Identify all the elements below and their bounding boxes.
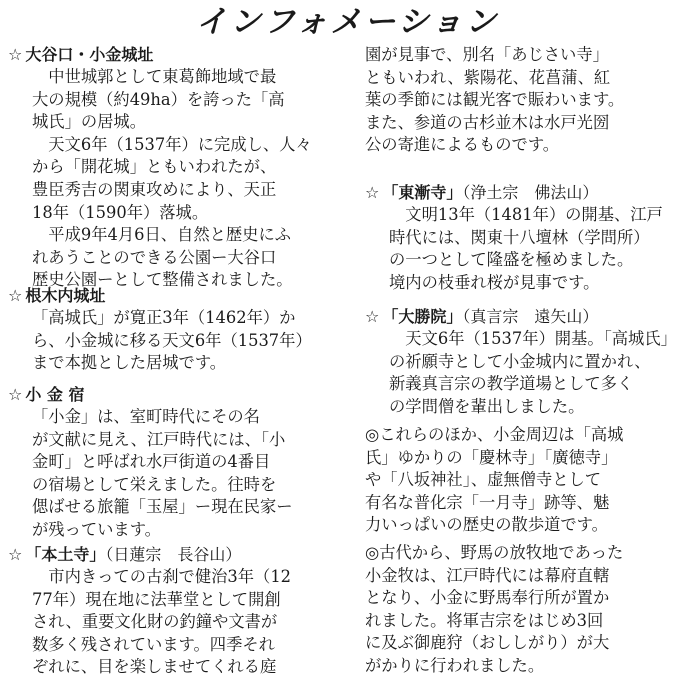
text-line: 金町」と呼ばれ水戸街道の4番目 bbox=[32, 452, 271, 472]
section bbox=[365, 182, 687, 294]
text-line: 有名な普化宗「一月寺」跡等、魅 bbox=[365, 492, 610, 512]
paragraph bbox=[365, 424, 687, 537]
section-heading bbox=[8, 544, 341, 566]
text-line: 豊臣秀吉の関東攻めにより、天正 bbox=[32, 179, 277, 199]
paragraph bbox=[32, 134, 341, 224]
text-line: や「八坂神社」、虚無僧寺として bbox=[365, 470, 602, 490]
text-line: 新義真言宗の教学道場として多く bbox=[389, 374, 634, 394]
text-line: が残っています。 bbox=[32, 519, 161, 539]
text-line: となり、小金に野馬奉行所が置か bbox=[365, 588, 610, 608]
text-line: 天文6年（1537年）に完成し、人々 bbox=[48, 134, 312, 154]
section bbox=[8, 544, 341, 679]
text-line: ◎これらのほか、小金周辺は「高城 bbox=[365, 425, 624, 444]
text-line: 文明13年（1481年）の開基、江戸 bbox=[405, 205, 663, 224]
text-line: れました。将軍吉宗をはじめ3回 bbox=[365, 610, 604, 630]
paragraph bbox=[32, 406, 341, 542]
paragraph bbox=[365, 542, 687, 678]
paragraph bbox=[32, 66, 341, 134]
paragraph bbox=[32, 307, 341, 375]
text-line: また、参道の古杉並木は水戸光圀 bbox=[365, 112, 610, 132]
section-heading bbox=[365, 306, 687, 328]
section bbox=[8, 285, 341, 375]
section-subtitle: （浄土宗 佛法山） bbox=[462, 183, 599, 202]
paragraph bbox=[365, 44, 687, 157]
section-heading bbox=[8, 44, 341, 66]
text-line: 時代には、関東十八壇林（学問所） bbox=[389, 227, 650, 247]
paragraph bbox=[389, 204, 687, 294]
text-line: ◎古代から、野馬の放牧地であった bbox=[365, 543, 624, 562]
page-title: インフォメーション bbox=[195, 4, 500, 40]
section-name: 「本土寺」 bbox=[25, 545, 106, 564]
text-line: ともいわれ、紫陽花、花菖蒲、紅 bbox=[365, 67, 611, 87]
text-line: 77年）現在地に法華堂として開創 bbox=[32, 589, 281, 609]
section-subtitle: （日蓮宗 長谷山） bbox=[105, 545, 242, 564]
paragraph bbox=[32, 566, 341, 679]
text-line: 平成9年4月6日、自然と歴史にふ bbox=[48, 225, 292, 245]
star-icon: ☆ bbox=[8, 545, 23, 564]
text-line: の一つとして隆盛を極めました。 bbox=[389, 250, 634, 270]
section-heading bbox=[365, 182, 687, 204]
section-subtitle: （真言宗 遠矢山） bbox=[462, 307, 599, 326]
text-line: まで本拠とした居城です。 bbox=[32, 353, 227, 373]
text-line: され、重要文化財の釣鐘や文書が bbox=[32, 612, 278, 632]
text-line: 「小金」は、室町時代にその名 bbox=[32, 407, 260, 426]
section-heading bbox=[8, 285, 341, 307]
section-name: 「大勝院」 bbox=[382, 307, 463, 326]
section bbox=[8, 44, 341, 292]
paragraph bbox=[32, 224, 341, 292]
text-line: の祈願寺として小金城内に置かれ、 bbox=[389, 351, 651, 371]
text-line: 園が見事で、別名「あじさい寺」 bbox=[365, 45, 609, 64]
text-line: 数多く残されています。四季それ bbox=[32, 634, 275, 654]
text-line: 葉の季節には観光客で賑わいます。 bbox=[365, 90, 625, 110]
text-line: 歴史公園ーとして整備されました。 bbox=[32, 270, 293, 290]
section bbox=[365, 424, 687, 537]
section-name: 大谷口・小金城址 bbox=[25, 45, 154, 64]
text-line: が文献に見え、江戸時代には、「小 bbox=[32, 429, 286, 449]
star-icon: ☆ bbox=[365, 183, 380, 202]
text-line: 小金牧は、江戸時代には幕府直轄 bbox=[365, 565, 610, 585]
text-line: 大の規模（約49ha）を誇った「高 bbox=[32, 89, 285, 109]
text-line: れあうことのできる公園ー大谷口 bbox=[32, 247, 277, 267]
text-line: 氏」ゆかりの「慶林寺」「廣徳寺」 bbox=[365, 447, 618, 467]
text-line: がかりに行われました。 bbox=[365, 655, 545, 675]
text-line: 城氏」の居城。 bbox=[32, 112, 146, 132]
paragraph bbox=[389, 328, 687, 418]
text-line: に及ぶ御鹿狩（おししがり）が大 bbox=[365, 633, 610, 653]
star-icon: ☆ bbox=[8, 45, 23, 64]
section bbox=[8, 384, 341, 542]
text-line: 天文6年（1537年）開基。「高城氏」 bbox=[405, 329, 677, 348]
text-line: ら、小金城に移る天文6年（1537年） bbox=[32, 330, 312, 350]
section-name: 根木内城址 bbox=[25, 286, 106, 305]
text-line: 境内の枝垂れ桜が見事です。 bbox=[389, 272, 600, 292]
text-line: 中世城郭として東葛飾地域で最 bbox=[48, 67, 277, 86]
text-line: 市内きっての古刹で健治3年（12 bbox=[48, 567, 292, 586]
text-line: ぞれに、目を楽しませてくれる庭 bbox=[32, 657, 277, 677]
section bbox=[365, 44, 687, 157]
section-heading bbox=[8, 384, 341, 406]
text-line: 力いっぱいの歴史の散歩道です。 bbox=[365, 515, 608, 535]
star-icon: ☆ bbox=[8, 286, 23, 305]
text-line: 公の寄進によるものです。 bbox=[365, 135, 560, 155]
text-line: の学問僧を輩出しました。 bbox=[389, 396, 585, 416]
star-icon: ☆ bbox=[365, 307, 380, 326]
section bbox=[365, 542, 687, 678]
section-name: 「東漸寺」 bbox=[382, 183, 463, 202]
section-name: 小 金 宿 bbox=[25, 385, 85, 404]
text-line: 18年（1590年）落城。 bbox=[32, 202, 209, 222]
text-line: の宿場として栄えました。往時を bbox=[32, 474, 277, 494]
text-line: から「開花城」ともいわれたが、 bbox=[32, 157, 277, 177]
text-line: 偲ばせる旅籠「玉屋」ー現在民家ー bbox=[32, 497, 293, 517]
text-line: 「高城氏」が寛正3年（1462年）か bbox=[32, 308, 296, 327]
star-icon: ☆ bbox=[8, 385, 23, 404]
section bbox=[365, 306, 687, 418]
